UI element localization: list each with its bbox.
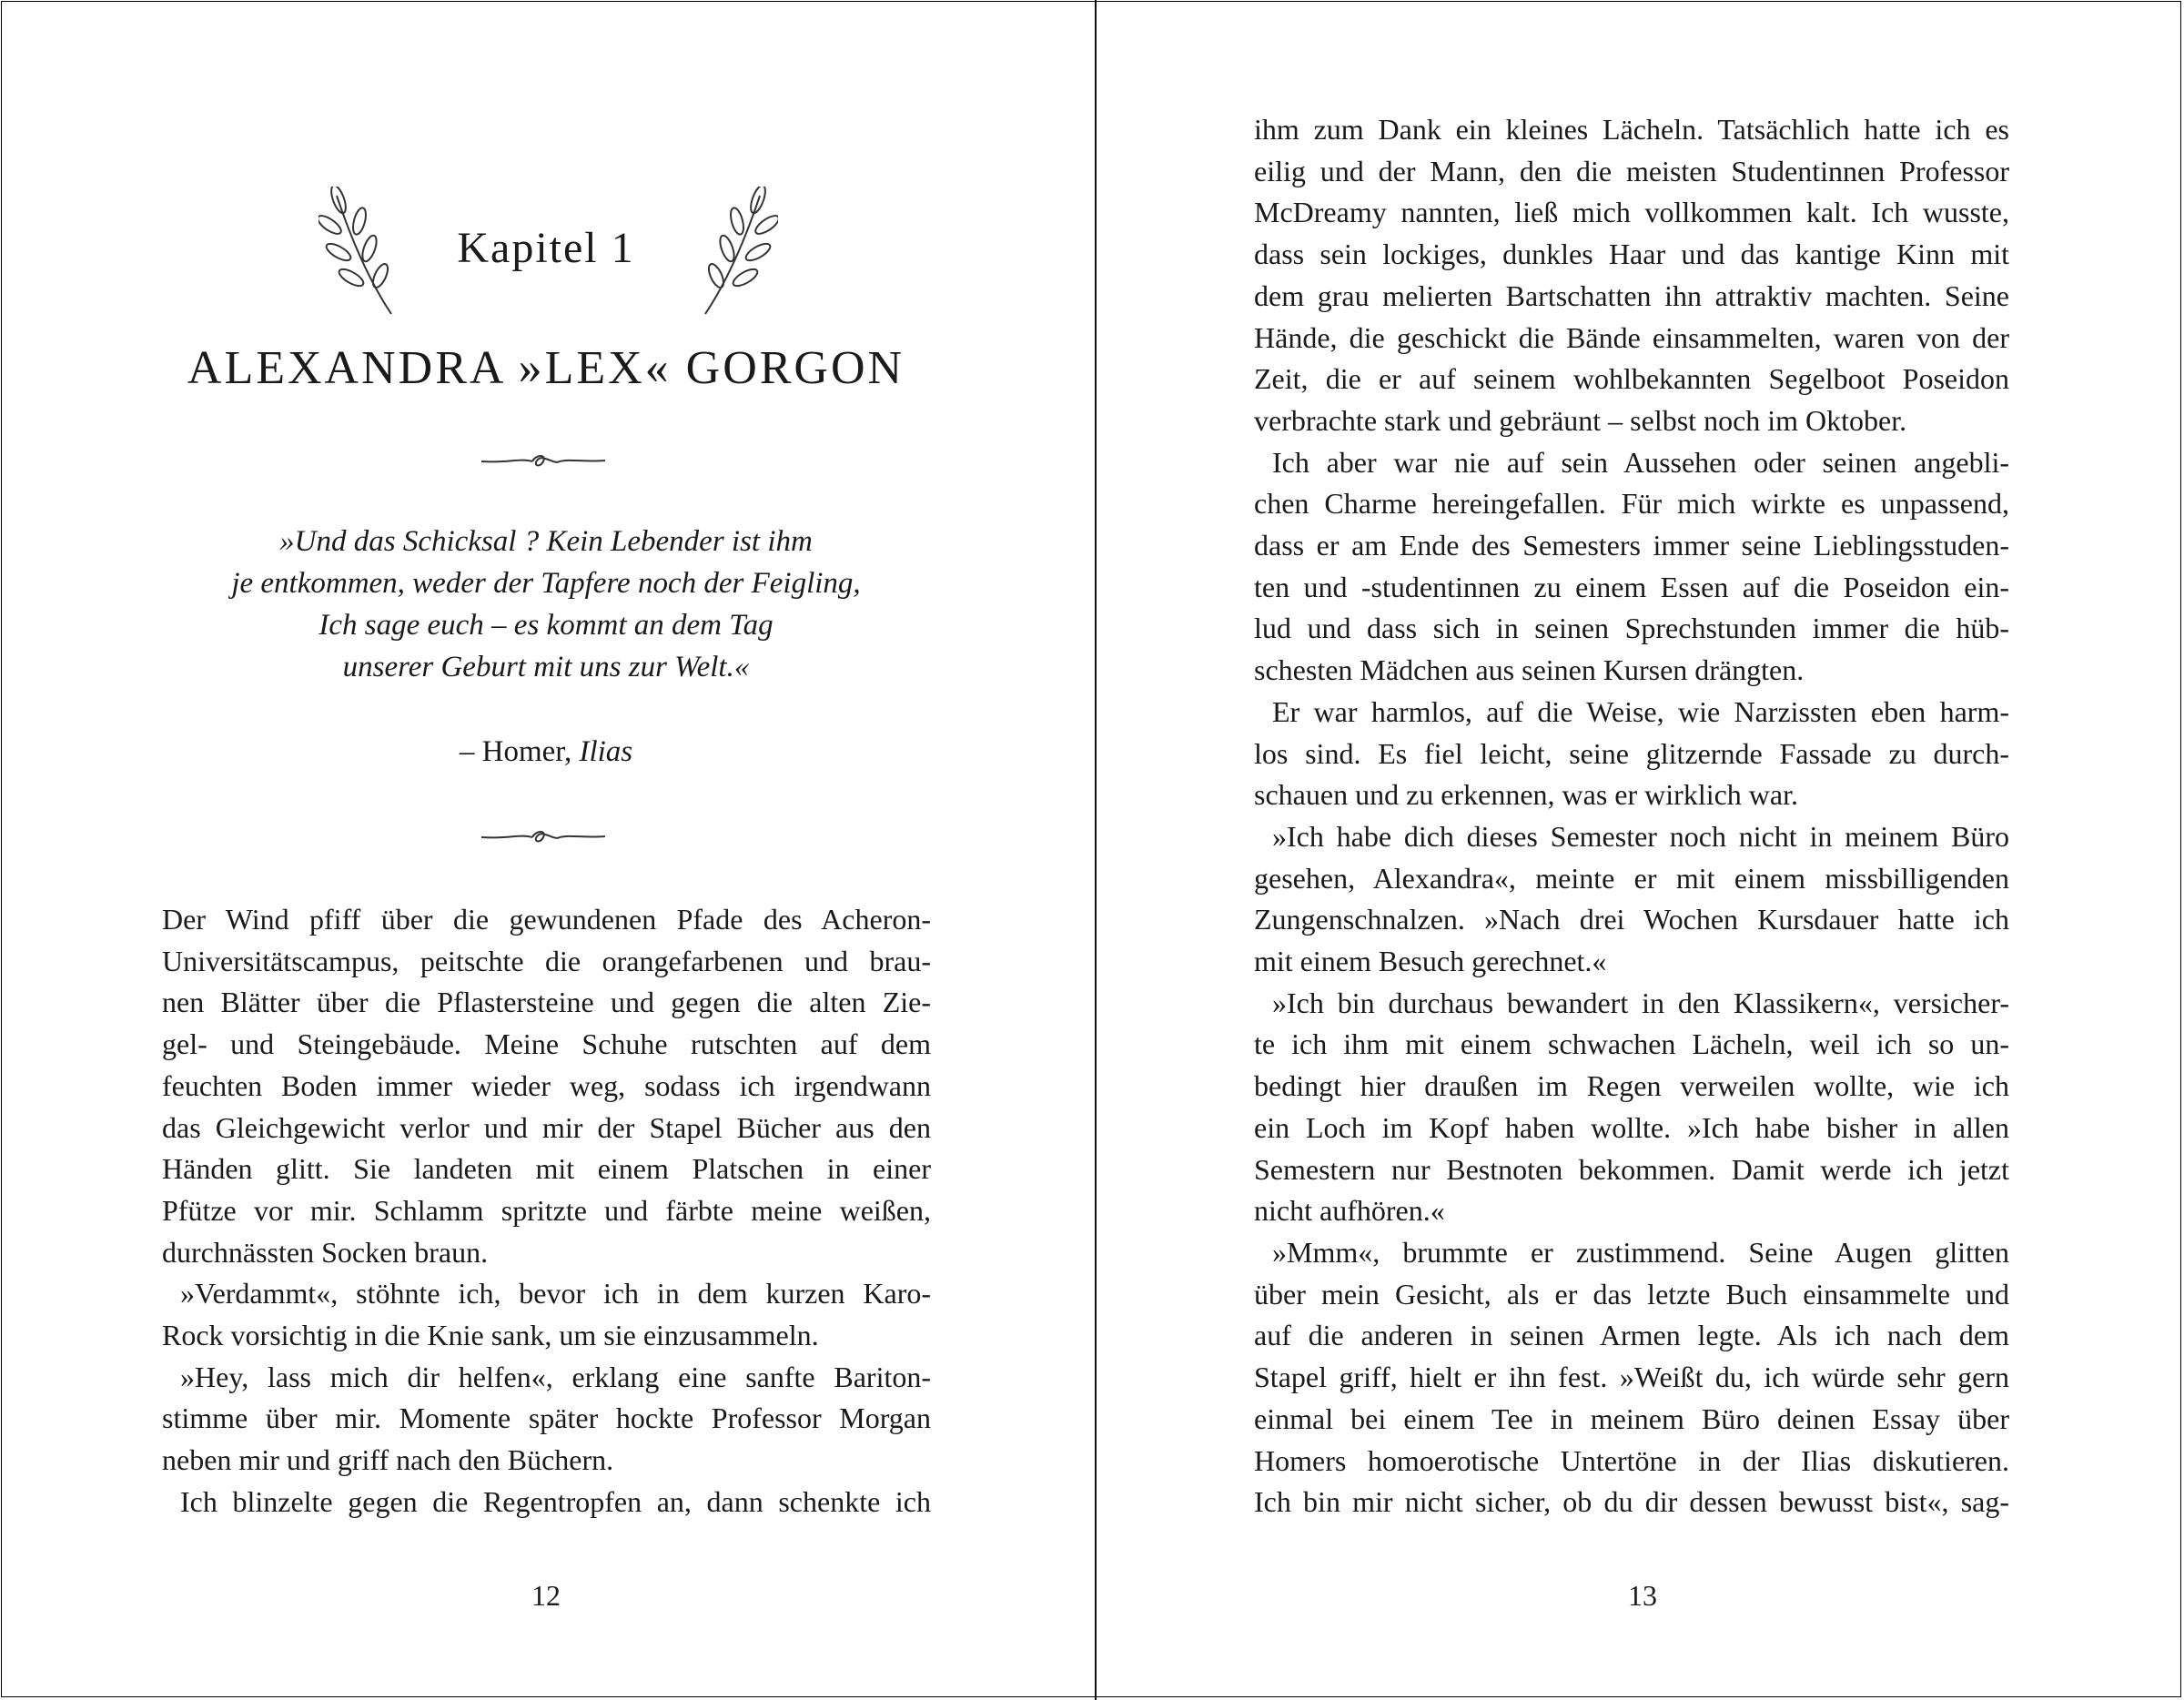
flourish-ornament-icon	[480, 826, 607, 848]
text-line: Stapel griff, hielt er ihn fest. »Weißt du, ich würde sehr gern	[1254, 1361, 2009, 1394]
chapter-header	[300, 187, 792, 323]
epigraph	[182, 521, 910, 688]
text-line: dass sein lockiges, dunkles Haar und das kantige Kinn mit	[1254, 238, 2009, 271]
text-line: Universitätscampus, peitschte die orangefarbenen und brau-	[162, 944, 931, 977]
text-line: chen Charme hereingefallen. Für mich wirkte es unpassend,	[1254, 487, 2009, 521]
text-line: ein Loch im Kopf haben wollte. »Ich habe bisher in allen	[1254, 1110, 2009, 1144]
text-line: nicht aufhören.«	[1254, 1194, 1445, 1228]
text-line: Ich bin mir nicht sicher, ob du dir dessen bewusst bist«, sag-	[1254, 1485, 2009, 1519]
epigraph-line: unserer Geburt mit uns zur Welt.«	[342, 651, 750, 683]
text-line: schauen und zu erkennen, was er wirklich war.	[1254, 778, 1798, 812]
chapter-label: Kapitel 1	[457, 224, 635, 272]
paragraph	[1254, 1232, 2009, 1523]
page-number: 12	[531, 1579, 561, 1612]
text-line: nen Blätter über die Pflastersteine und gegen die alten Zie-	[162, 986, 931, 1019]
paragraph	[162, 1357, 931, 1482]
text-line: gesehen, Alexandra«, meinte er mit einem missbilligenden	[1254, 861, 2009, 895]
text-line: dem grau melierten Bartschatten ihn attraktiv machten. Seine	[1254, 278, 2009, 312]
text-line: über mein Gesicht, als er das letzte Buch einsammelte und	[1254, 1277, 2009, 1310]
text-line: Hände, die geschickt die Bände einsammelten, waren von der	[1254, 320, 2009, 354]
text-line: Rock vorsichtig in die Knie sank, um sie einzusammeln.	[162, 1319, 819, 1352]
text-line: dass er am Ende des Semesters immer seine Lieblingsstuden-	[1254, 529, 2009, 562]
epigraph-attribution	[273, 735, 819, 769]
text-line: los sind. Es fiel leicht, seine glitzernde Fassade zu durch-	[1254, 736, 2009, 770]
text-line: Zeit, die er auf seinem wohlbekannten Segelboot Poseidon	[1254, 362, 2009, 396]
page-number: 13	[1628, 1579, 1657, 1612]
text-line: Der Wind pfiff über die gewundenen Pfade des Acheron-	[162, 903, 931, 936]
text-line: »Hey, lass mich dir helfen«, erklang eine sanfte Bariton-	[180, 1360, 931, 1393]
text-line: Zungenschnalzen. »Nach drei Wochen Kursdauer hatte ich	[1254, 903, 2009, 936]
paragraph	[1254, 692, 2009, 816]
text-line: mit einem Besuch gerechnet.«	[1254, 945, 1607, 978]
text-line: ihm zum Dank ein kleines Lächeln. Tatsächlich hatte ich es	[1254, 113, 2009, 146]
epigraph-line: »Und das Schicksal ? Kein Lebender ist ihm	[279, 525, 813, 558]
text-line: eilig und der Mann, den die meisten Studentinnen Professor	[1254, 154, 2009, 187]
text-line: Pfütze vor mir. Schlamm spritzte und färbte meine weißen,	[162, 1193, 931, 1227]
paragraph	[162, 1273, 931, 1356]
left-body-text	[162, 899, 931, 1523]
attribution-author: – Homer,	[459, 735, 572, 768]
paragraph	[1254, 109, 2009, 442]
text-line: gel- und Steingebäude. Meine Schuhe rutschten auf dem	[162, 1027, 931, 1061]
chapter-title: ALEXANDRA »LEX« GORGON	[187, 342, 905, 394]
paragraph	[1254, 983, 2009, 1232]
text-line: Ich aber war nie auf sein Aussehen oder seinen angebli-	[1272, 445, 2009, 479]
text-line: durchnässten Socken braun.	[162, 1235, 489, 1269]
text-line: ten und -studentinnen zu einem Essen auf die Poseidon ein-	[1254, 570, 2009, 603]
right-body-text	[1254, 109, 2009, 1523]
text-line: neben mir und griff nach den Büchern.	[162, 1443, 614, 1477]
text-line: Ich blinzelte gegen die Regentropfen an, dann schenkte ich	[180, 1484, 931, 1518]
paragraph	[1254, 442, 2009, 692]
text-line: auf die anderen in seinen Armen legte. Als ich nach dem	[1254, 1319, 2009, 1352]
epigraph-line: je entkommen, weder der Tapfere noch der Feigling,	[231, 567, 861, 600]
text-line: »Mmm«, brummte er zustimmend. Seine Augen glitten	[1272, 1235, 2009, 1269]
text-line: »Ich habe dich dieses Semester noch nicht in meinem Büro	[1272, 819, 2009, 853]
text-line: te ich ihm mit einem schwachen Lächeln, weil ich so un-	[1254, 1027, 2009, 1061]
text-line: Homers homoerotische Untertöne in der Ilias diskutieren.	[1254, 1443, 2009, 1477]
text-line: Händen glitt. Sie landeten mit einem Platschen in einer	[162, 1152, 931, 1186]
epigraph-line: Ich sage euch – es kommt an dem Tag	[318, 609, 774, 642]
text-line: McDreamy nannten, ließ mich vollkommen kalt. Ich wusste,	[1254, 196, 2009, 229]
text-line: lud und dass sich in seinen Sprechstunden immer die hüb-	[1254, 612, 2009, 645]
text-line: bedingt hier draußen im Regen verweilen wollte, wie ich	[1254, 1069, 2009, 1103]
paragraph	[162, 899, 931, 1273]
text-line: stimme über mir. Momente später hockte Professor Morgan	[162, 1401, 931, 1435]
flourish-ornament-icon	[480, 450, 607, 472]
right-page	[1097, 0, 2184, 1700]
text-line: Semestern nur Bestnoten bekommen. Damit werde ich jetzt	[1254, 1152, 2009, 1186]
text-line: das Gleichgewicht verlor und mir der Stapel Bücher aus den	[162, 1110, 931, 1144]
text-line: »Verdammt«, stöhnte ich, bevor ich in dem kurzen Karo-	[180, 1277, 931, 1310]
text-line: Er war harmlos, auf die Weise, wie Narzissten eben harm-	[1272, 694, 2009, 728]
text-line: verbrachte stark und gebräunt – selbst noch im Oktober.	[1254, 403, 1907, 437]
attribution-work: Ilias	[579, 735, 633, 768]
text-line: feuchten Boden immer wieder weg, sodass ich irgendwann	[162, 1068, 931, 1102]
text-line: »Ich bin durchaus bewandert in den Klassikern«, versicher-	[1272, 986, 2009, 1019]
text-line: einmal bei einem Tee in meinem Büro deinen Essay über	[1254, 1401, 2009, 1435]
text-line: schesten Mädchen aus seinen Kursen drängten.	[1254, 653, 1805, 687]
paragraph	[162, 1482, 931, 1523]
leaf-sprig-icon	[687, 187, 778, 319]
paragraph	[1254, 816, 2009, 983]
